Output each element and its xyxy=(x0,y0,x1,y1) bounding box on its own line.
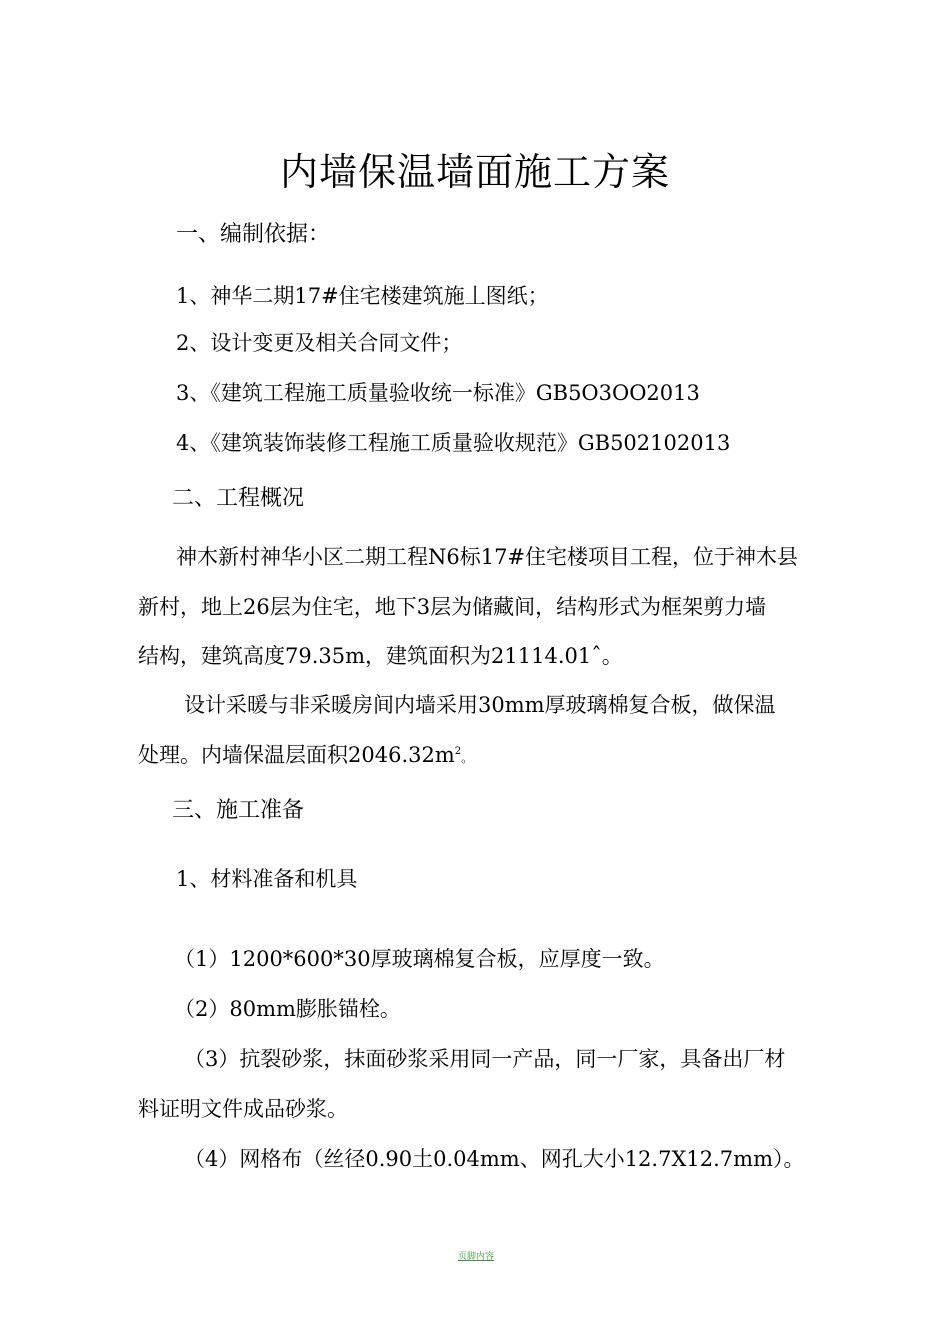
section-heading-overview: 二、工程概况 xyxy=(172,486,305,511)
basis-item-3: 3、《建筑工程施工质量验收统一标准》GB5O3OO2013 xyxy=(176,381,700,405)
overview-p2-line1: 设计采暖与非采暖房间内墙采用30mm厚玻璃棉复合板，做保温 xyxy=(184,693,776,717)
overview-p2-period: 。 xyxy=(461,751,474,765)
overview-p1-line2: 新村，地上26层为住宅，地下3层为储藏间，结构形式为框架剪力墙 xyxy=(138,595,767,619)
basis-item-1: 1、神华二期17#住宅楼建筑施丄图纸； xyxy=(176,284,549,308)
overview-p2-line2 xyxy=(138,740,473,773)
document-title: 内墙保温墙面施工方案 xyxy=(279,150,670,194)
material-item-1: （1）1200*600*30厚玻璃棉复合板，应厚度一致。 xyxy=(174,947,665,971)
material-item-3-line2: 料证明文件成品砂浆。 xyxy=(138,1097,348,1121)
overview-p1-line3: 结构，建筑高度79.35m，建筑面积为21114.01ˆ。 xyxy=(138,644,623,668)
superscript-2: 2 xyxy=(454,746,462,757)
material-item-2: （2）80mm膨胀锚栓。 xyxy=(174,997,401,1021)
page-footer: 页脚内容 xyxy=(458,1252,495,1262)
preparation-sub1: 1、材料准备和机具 xyxy=(176,867,358,891)
overview-p2-line2-text: 处理。内墙保温层面积2046.32m xyxy=(138,743,455,767)
section-heading-preparation: 三、施工准备 xyxy=(172,798,305,823)
material-item-3-line1: （3）抗裂砂浆，抹面砂浆采用同一产品，同一厂家，具备出厂材 xyxy=(184,1047,786,1071)
overview-p1-line1: 神木新村神华小区二期工程N6标17#住宅楼项目工程，位于神木县 xyxy=(176,545,799,569)
basis-item-2: 2、设计变更及相关合同文件； xyxy=(176,331,463,355)
section-heading-basis: 一、编制依据： xyxy=(176,222,331,247)
basis-item-4: 4、《建筑装饰装修工程施工质量验收规范》GB502102013 xyxy=(176,431,731,455)
material-item-4: （4）网格布（丝径0.90土0.04mm、网孔大小12.7X12.7mm）。 xyxy=(184,1147,805,1171)
